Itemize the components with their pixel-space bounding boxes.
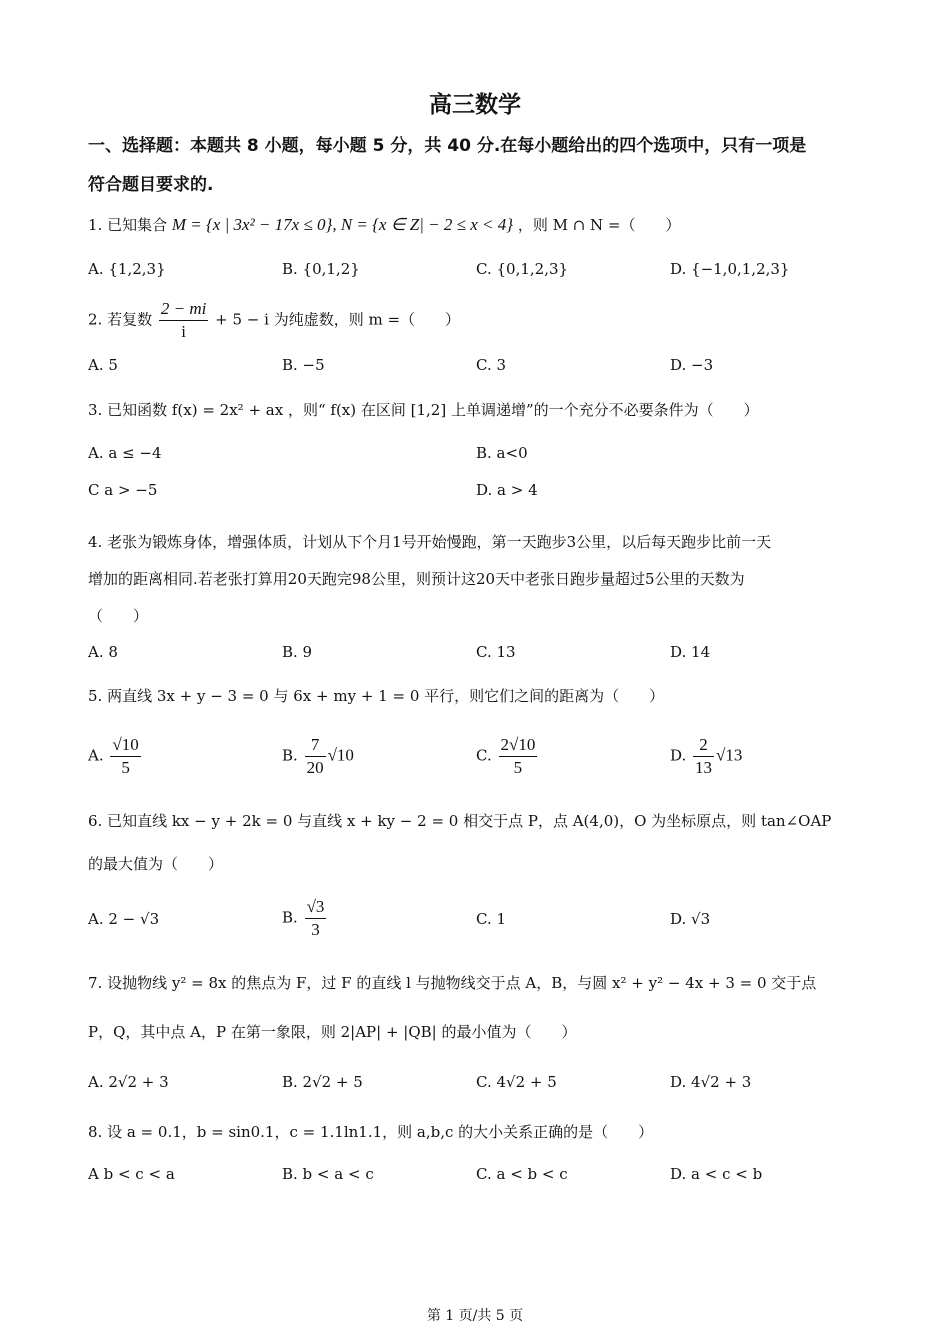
q5-option-d-label: D.	[670, 746, 687, 765]
q7-option-c: C. 4√2 + 5	[476, 1073, 557, 1091]
question-1-suffix: ，则 M ∩ N =（ ）	[517, 216, 681, 234]
q5-option-a-label: A.	[88, 746, 104, 765]
question-2-suffix: + 5 − i 为纯虚数，则 m =（ ）	[215, 310, 461, 329]
q6-option-b	[282, 896, 328, 941]
q7-option-b: B. 2√2 + 5	[282, 1073, 363, 1091]
question-2	[88, 298, 460, 343]
question-5: 5. 两直线 3x + y − 3 = 0 与 6x + my + 1 = 0 平行，则它们之间的距离为（ ）	[88, 687, 665, 705]
page-footer: 第 1 页/共 5 页	[426, 1308, 524, 1324]
q7-option-a: A. 2√2 + 3	[88, 1073, 169, 1091]
question-1-prefix: 1. 已知集合	[88, 216, 168, 234]
q5-option-c-den: 5	[513, 758, 523, 777]
q5-option-b-num: 7	[305, 734, 326, 757]
q4-option-d: D. 14	[670, 643, 711, 661]
q5-option-d	[670, 734, 742, 779]
q6-option-b-num: √3	[305, 896, 327, 919]
q5-option-c	[476, 734, 539, 779]
question-2-fraction	[159, 298, 208, 343]
q8-option-b: B. b < a < c	[282, 1165, 374, 1183]
question-7-line1: 7. 设抛物线 y² = 8x 的焦点为 F，过 F 的直线 l 与抛物线交于点 A，B，与圆 x² + y² − 4x + 3 = 0 交于点	[88, 974, 817, 992]
q2-option-b: B. −5	[282, 356, 325, 374]
q4-option-c: C. 13	[476, 643, 516, 661]
question-1-formula: M = {x | 3x² − 17x ≤ 0}, N = {x ∈ Z| − 2 ≤ x < 4}	[171, 215, 514, 234]
section-heading-line1: 一、选择题：本题共 8 小题，每小题 5 分，共 40 分.在每小题给出的四个选项中，只有一项是	[88, 136, 807, 156]
q8-option-c: C. a < b < c	[476, 1165, 568, 1183]
q1-option-c: C. {0,1,2,3}	[476, 260, 569, 278]
question-6-line2: 的最大值为（ ）	[88, 855, 224, 873]
q2-option-c: C. 3	[476, 356, 507, 374]
q5-option-b-den: 20	[306, 758, 324, 777]
question-4-line1: 4. 老张为锻炼身体，增强体质，计划从下个月1号开始慢跑，第一天跑步3公里，以后每天跑步比前一天	[88, 533, 772, 551]
section-heading-line2: 符合题目要求的.	[88, 175, 214, 195]
q5-option-c-num: 2√10	[499, 734, 538, 757]
question-3: 3. 已知函数 f(x) = 2x² + ax ，则“ f(x) 在区间 [1,2] 上单调递增”的一个充分不必要条件为（ ）	[88, 401, 759, 419]
q5-option-c-label: C.	[476, 746, 492, 765]
page-title: 高三数学	[429, 92, 521, 118]
q4-option-b: B. 9	[282, 643, 313, 661]
q3-option-a: A. a ≤ −4	[88, 444, 162, 462]
question-2-frac-den: i	[181, 322, 186, 341]
q1-option-a: A. {1,2,3}	[88, 260, 166, 278]
q5-option-a	[88, 734, 143, 779]
q5-option-d-den: 13	[695, 758, 713, 777]
q5-option-d-num: 2	[693, 734, 714, 757]
q3-option-d: D. a > 4	[476, 481, 538, 499]
question-6-line1: 6. 已知直线 kx − y + 2k = 0 与直线 x + ky − 2 = 0 相交于点 P，点 A(4,0)，O 为坐标原点，则 tan∠OAP	[88, 812, 832, 830]
q6-option-b-label: B.	[282, 908, 298, 927]
q1-option-d: D. {−1,0,1,2,3}	[670, 260, 790, 278]
q5-option-a-den: 5	[121, 758, 130, 777]
question-2-frac-num: 2 − mi	[159, 298, 208, 321]
q7-option-d: D. 4√2 + 3	[670, 1073, 752, 1091]
q2-option-d: D. −3	[670, 356, 714, 374]
q6-option-a: A. 2 − √3	[88, 910, 160, 928]
q6-option-b-den: 3	[311, 920, 320, 939]
question-2-prefix: 2. 若复数	[88, 310, 153, 329]
q1-option-b: B. {0,1,2}	[282, 260, 360, 278]
q3-option-c: C a > −5	[88, 481, 158, 499]
q6-option-d: D. √3	[670, 910, 711, 928]
q8-option-d: D. a < c < b	[670, 1165, 763, 1183]
q8-option-a: A b < c < a	[88, 1165, 175, 1183]
question-7-line2: P，Q，其中点 A，P 在第一象限，则 2|AP| + |QB| 的最小值为（ ）	[88, 1023, 577, 1041]
q5-option-b	[282, 734, 354, 779]
q2-option-a: A. 5	[88, 356, 118, 374]
q5-option-d-tail: √13	[716, 745, 743, 765]
q4-option-a: A. 8	[88, 643, 118, 661]
question-1	[88, 214, 681, 235]
q6-option-c: C. 1	[476, 910, 507, 928]
q3-option-b: B. a<0	[476, 444, 528, 462]
q5-option-a-num: √10	[110, 734, 140, 757]
q5-option-b-tail: √10	[327, 745, 354, 765]
q5-option-b-label: B.	[282, 746, 298, 765]
question-4-line2: 增加的距离相同.若老张打算用20天跑完98公里，则预计这20天中老张日跑步量超过5公里的天数为	[88, 570, 745, 588]
question-8: 8. 设 a = 0.1，b = sin0.1，c = 1.1ln1.1，则 a,b,c 的大小关系正确的是（ ）	[88, 1123, 654, 1141]
question-4-line3: （ ）	[88, 607, 149, 625]
